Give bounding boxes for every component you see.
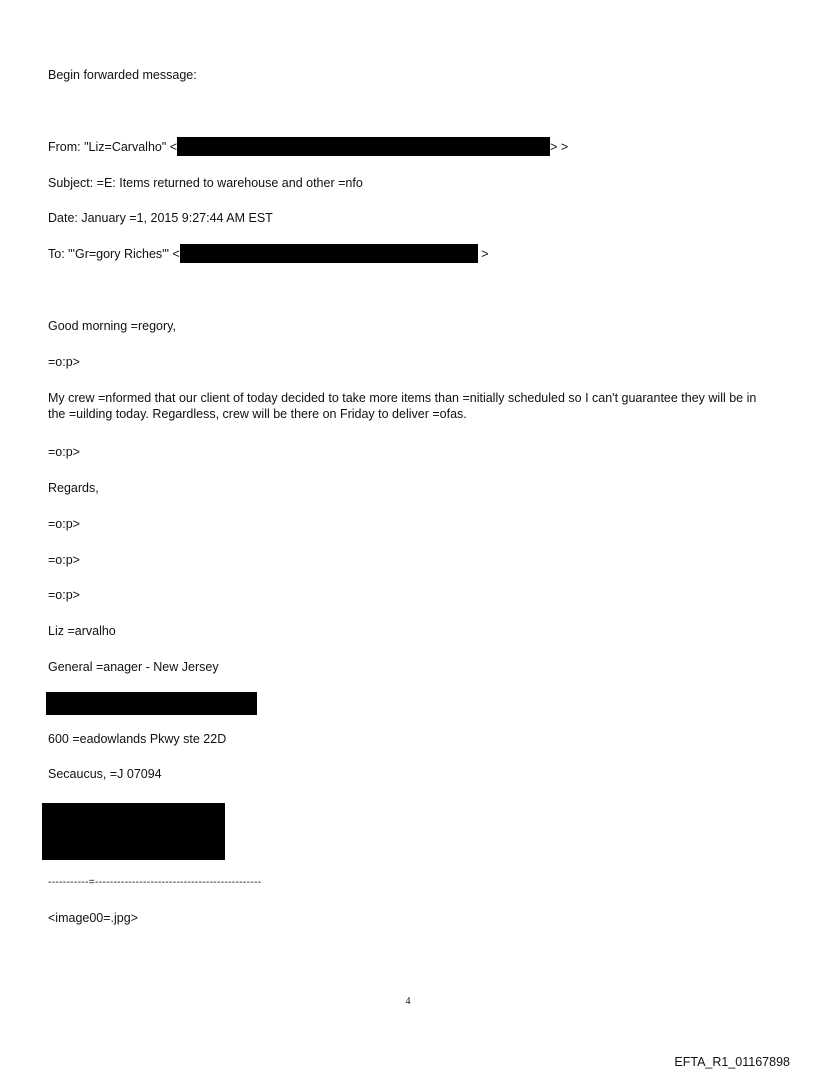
redaction-email-to: [180, 244, 478, 263]
signature-address-1: 600 =eadowlands Pkwy ste 22D: [48, 732, 227, 746]
redaction-email-from: [177, 137, 550, 156]
op-line-3: =o:p>: [48, 517, 80, 531]
to-line: [48, 246, 489, 263]
date-line: Date: January =1, 2015 9:27:44 AM EST: [48, 211, 273, 225]
to-suffix: >: [481, 247, 489, 261]
signature-name: Liz =arvalho: [48, 624, 116, 638]
forward-intro: Begin forwarded message:: [48, 68, 197, 82]
greeting: Good morning =regory,: [48, 319, 176, 333]
page-number: 4: [405, 996, 411, 1007]
signature-title: General =anager - New Jersey: [48, 660, 219, 674]
attachment-reference: <image00=.jpg>: [48, 911, 139, 925]
subject-line: Subject: =E: Items returned to warehouse and other =nfo: [48, 176, 363, 190]
signature-address-2: Secaucus, =J 07094: [48, 767, 162, 781]
op-line-4: =o:p>: [48, 553, 80, 567]
separator-line: -----------=---------------------------------------------: [48, 876, 262, 888]
op-line-5: =o:p>: [48, 588, 80, 602]
from-line: [48, 139, 568, 156]
regards: Regards,: [48, 481, 99, 495]
op-line-2: =o:p>: [48, 445, 80, 459]
body-paragraph: My crew =nformed that our client of today decided to take more items than =nitially scheduled so I can't guarantee they will be in the =uilding today. Regardless, crew will be there on Friday to deliver =ofas.: [48, 391, 757, 421]
op-line-1: =o:p>: [48, 355, 80, 369]
to-label: To: "'Gr=gory Riches'" <: [48, 247, 180, 261]
redaction-company: [46, 692, 257, 715]
from-suffix: > >: [550, 140, 569, 154]
from-label: From: "Liz=Carvalho" <: [48, 140, 178, 154]
bates-number: EFTA_R1_01167898: [674, 1055, 790, 1069]
redaction-contact-block: [42, 803, 225, 860]
